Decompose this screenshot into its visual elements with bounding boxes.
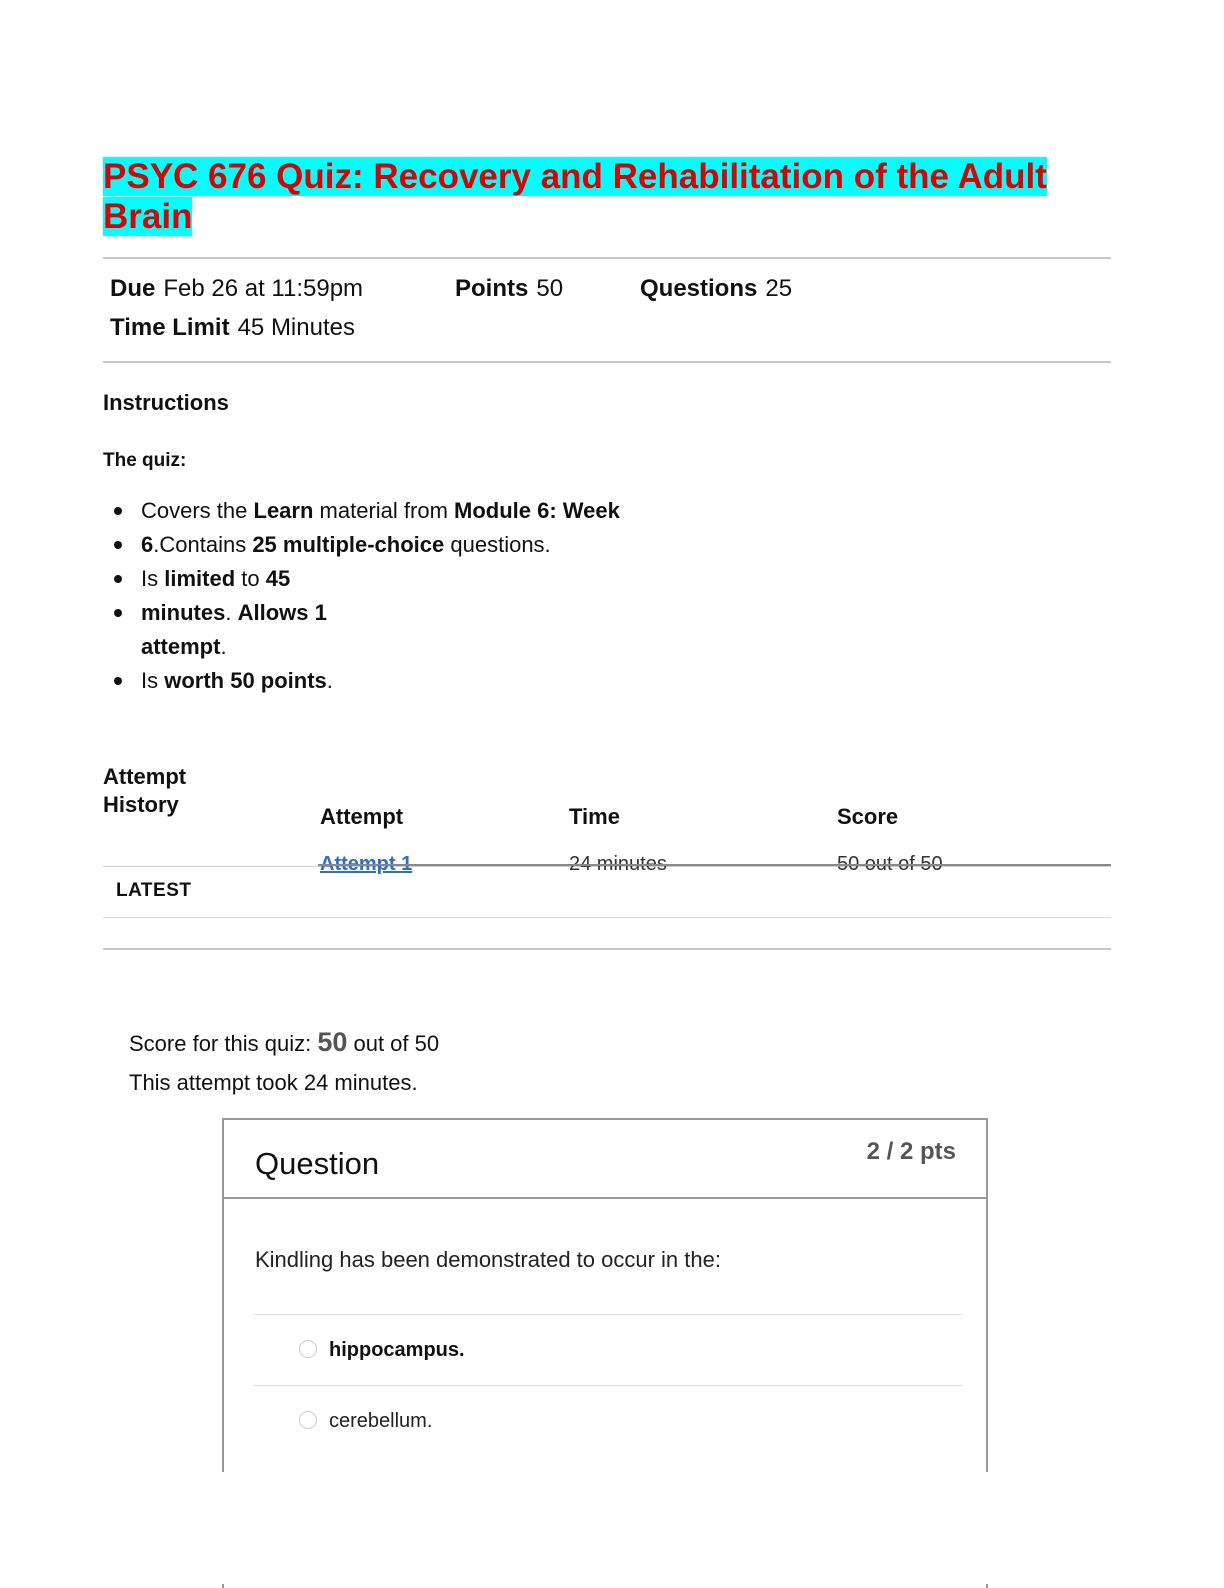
divider	[103, 257, 1111, 259]
column-header-time: Time	[569, 804, 620, 829]
page-bottom-margin	[0, 1472, 1224, 1584]
due-info	[110, 274, 363, 304]
bullet-icon	[114, 677, 122, 685]
radio-button-icon[interactable]	[299, 1411, 317, 1429]
column-header-attempt: Attempt	[320, 804, 404, 829]
radio-button-icon[interactable]	[299, 1340, 317, 1358]
answer-option[interactable]	[299, 1410, 432, 1433]
points-label: Points	[455, 275, 529, 302]
due-value: Feb 26 at 11:59pm	[163, 275, 364, 302]
list-item: minutes. Allows 1	[141, 596, 620, 630]
attempt-history-title: Attempt History	[103, 764, 187, 817]
due-label: Due	[110, 275, 156, 302]
time-limit-value: 45 Minutes	[237, 314, 355, 341]
list-item: Covers the Learn material from Module 6: Week	[141, 494, 620, 528]
time-limit-info	[110, 313, 355, 343]
bullet-icon	[114, 507, 122, 515]
score-value: 50	[317, 1027, 348, 1057]
list-item: Is worth 50 points.	[141, 664, 620, 698]
instructions-subheading: The quiz:	[103, 450, 187, 471]
answer-divider	[254, 1385, 962, 1386]
quiz-title: PSYC 676 Quiz: Recovery and Rehabilitation of the Adult Brain	[103, 157, 1047, 236]
questions-info	[640, 274, 792, 304]
column-header-score: Score	[837, 804, 899, 829]
answer-option[interactable]	[299, 1339, 465, 1362]
question-points: 2 / 2 pts	[866, 1138, 956, 1165]
list-item: Is limited to 45	[141, 562, 620, 596]
quiz-score: Score for this quiz: 50 out of 50	[129, 1027, 440, 1057]
instructions-heading: Instructions	[103, 390, 229, 415]
attempt-duration: This attempt took 24 minutes.	[129, 1070, 418, 1095]
bullet-icon	[114, 575, 122, 583]
divider	[103, 361, 1111, 363]
table-row-divider	[103, 917, 1111, 918]
list-item: 6.Contains 25 multiple-choice questions.	[141, 528, 620, 562]
attempt-score: 50 out of 50	[837, 853, 943, 875]
question-text: Kindling has been demonstrated to occur in the:	[255, 1247, 721, 1272]
questions-value: 25	[765, 275, 793, 302]
divider	[103, 948, 1111, 950]
attempt-link[interactable]: Attempt 1	[320, 853, 413, 875]
instructions-list	[141, 494, 620, 698]
time-limit-label: Time Limit	[110, 314, 230, 341]
question-label: Question	[255, 1146, 380, 1181]
answer-text: cerebellum.	[329, 1410, 433, 1432]
answer-text: hippocampus.	[329, 1339, 465, 1361]
question-header	[224, 1120, 986, 1199]
bullet-icon	[114, 609, 122, 617]
points-value: 50	[536, 275, 564, 302]
answer-divider	[254, 1314, 962, 1315]
questions-label: Questions	[640, 275, 758, 302]
latest-badge: LATEST	[116, 880, 192, 901]
bullet-icon	[114, 541, 122, 549]
list-item-continuation: attempt.	[141, 634, 227, 659]
attempt-time: 24 minutes	[569, 853, 667, 875]
strikethrough-line	[318, 864, 1111, 866]
points-info	[455, 274, 563, 304]
